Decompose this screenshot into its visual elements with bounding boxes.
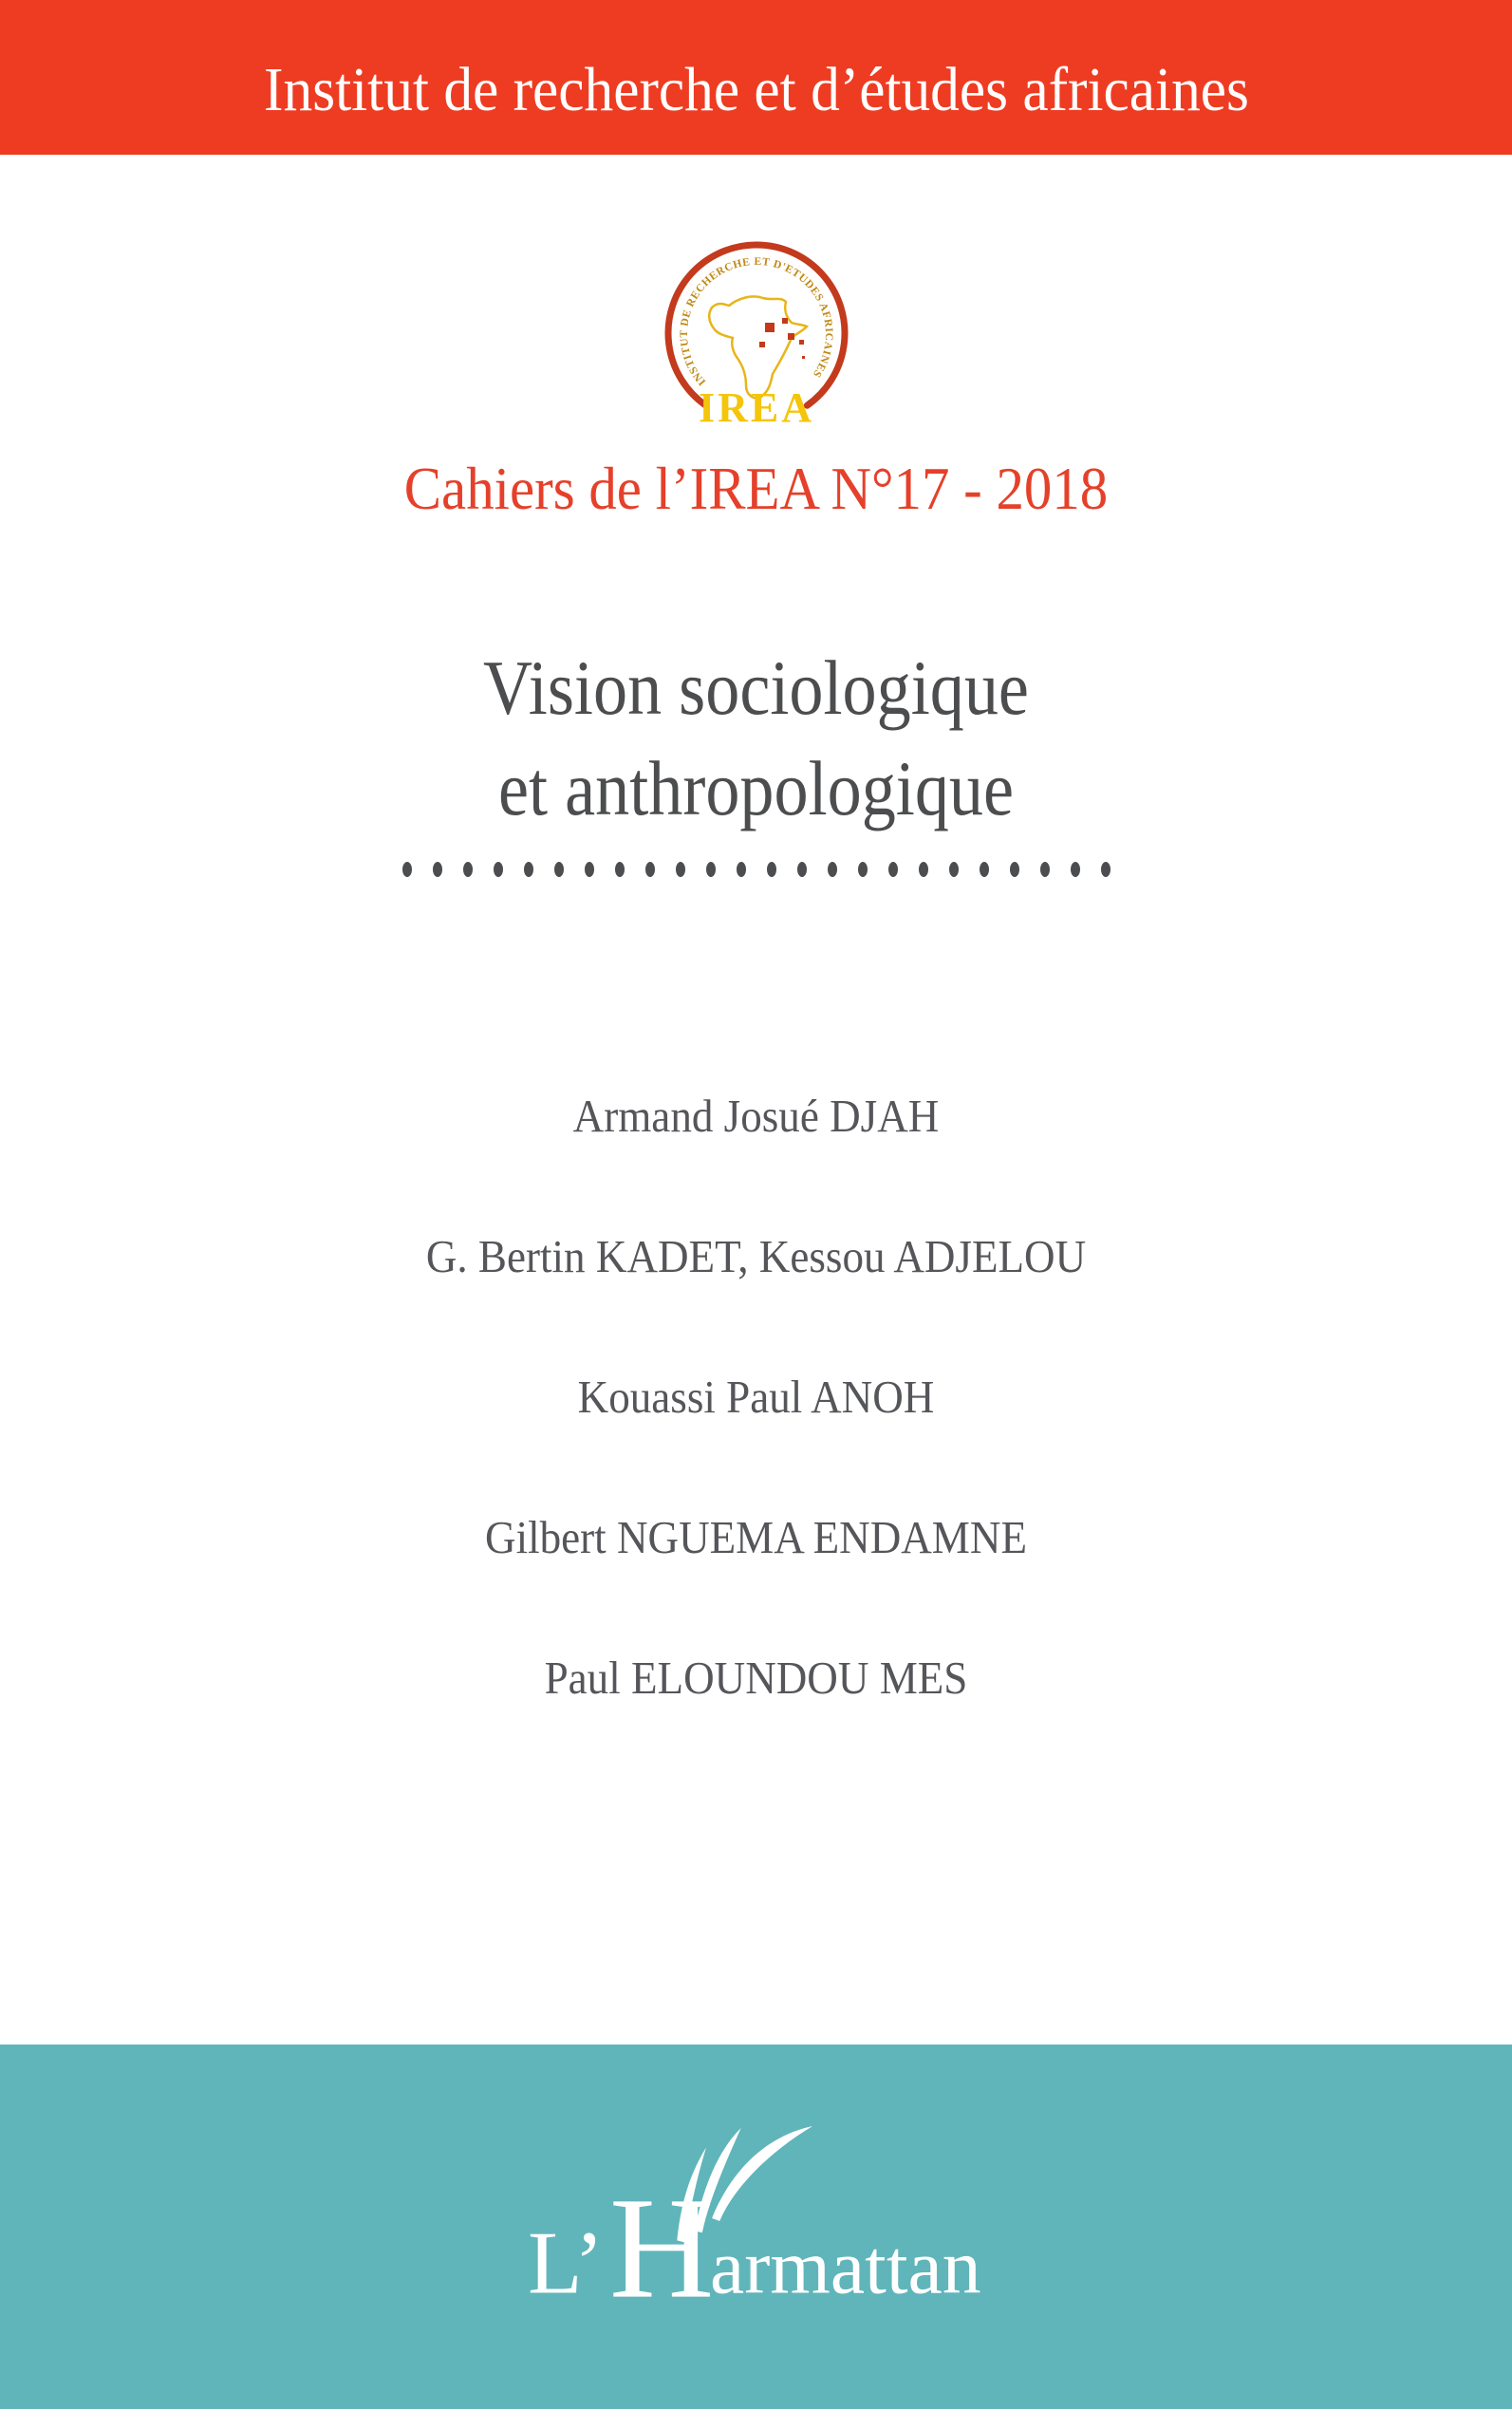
publisher-name-h: H: [608, 2168, 714, 2329]
divider-dot: [980, 862, 989, 877]
book-title: [91, 638, 1422, 839]
author-name: Gilbert NGUEMA ENDAMNE: [485, 1511, 1027, 1563]
irea-logo-graphic: [655, 235, 858, 432]
divider-dot: [797, 862, 807, 877]
divider-dot: [737, 862, 746, 877]
irea-circle-text: INSTITUT DE RECHERCHE ET D'ETUDES AFRICAINES: [678, 255, 834, 388]
divider-dot: [828, 862, 837, 877]
publisher-name-rest: armattan: [709, 2223, 981, 2310]
book-title-line2: et anthropologique: [497, 745, 1015, 831]
divider-dot: [645, 862, 655, 877]
author-name: G. Bertin KADET, Kessou ADJELOU: [425, 1230, 1087, 1282]
divider-dot: [402, 862, 412, 877]
divider-dot: [524, 862, 533, 877]
divider-dot: [494, 862, 503, 877]
divider-dot: [433, 862, 442, 877]
divider-dot: [463, 862, 473, 877]
publisher-footer: [0, 2045, 1512, 2409]
authors-list: [0, 1088, 1512, 1790]
author-name: Kouassi Paul ANOH: [577, 1371, 935, 1423]
divider-dot: [858, 862, 868, 877]
series-title: Cahiers de l’IREA N°17 - 2018: [403, 455, 1109, 522]
divider-dot: [1010, 862, 1019, 877]
irea-logo: [655, 235, 858, 432]
divider-dot: [1040, 862, 1050, 877]
divider-dot: [1101, 862, 1111, 877]
dotted-divider: [0, 862, 1512, 877]
institute-banner: [0, 0, 1512, 155]
divider-dot: [919, 862, 928, 877]
divider-dot: [554, 862, 564, 877]
publisher-name-prefix: L’: [527, 2213, 604, 2313]
divider-dot: [585, 862, 594, 877]
divider-dot: [615, 862, 625, 877]
divider-dot: [888, 862, 898, 877]
africa-map-outline: [709, 296, 807, 398]
divider-dot: [949, 862, 959, 877]
author-name: Armand Josué DJAH: [572, 1090, 940, 1142]
divider-dot: [767, 862, 776, 877]
divider-dot: [706, 862, 716, 877]
divider-dot: [1071, 862, 1080, 877]
book-title-line1: Vision sociologique: [483, 644, 1029, 731]
lharmattan-logo: [524, 2126, 989, 2363]
institute-name: Institut de recherche et d’études africaines: [263, 54, 1249, 124]
divider-dot: [676, 862, 685, 877]
author-name: Paul ELOUNDOU MES: [544, 1652, 968, 1704]
irea-acronym: IREA: [698, 384, 814, 431]
